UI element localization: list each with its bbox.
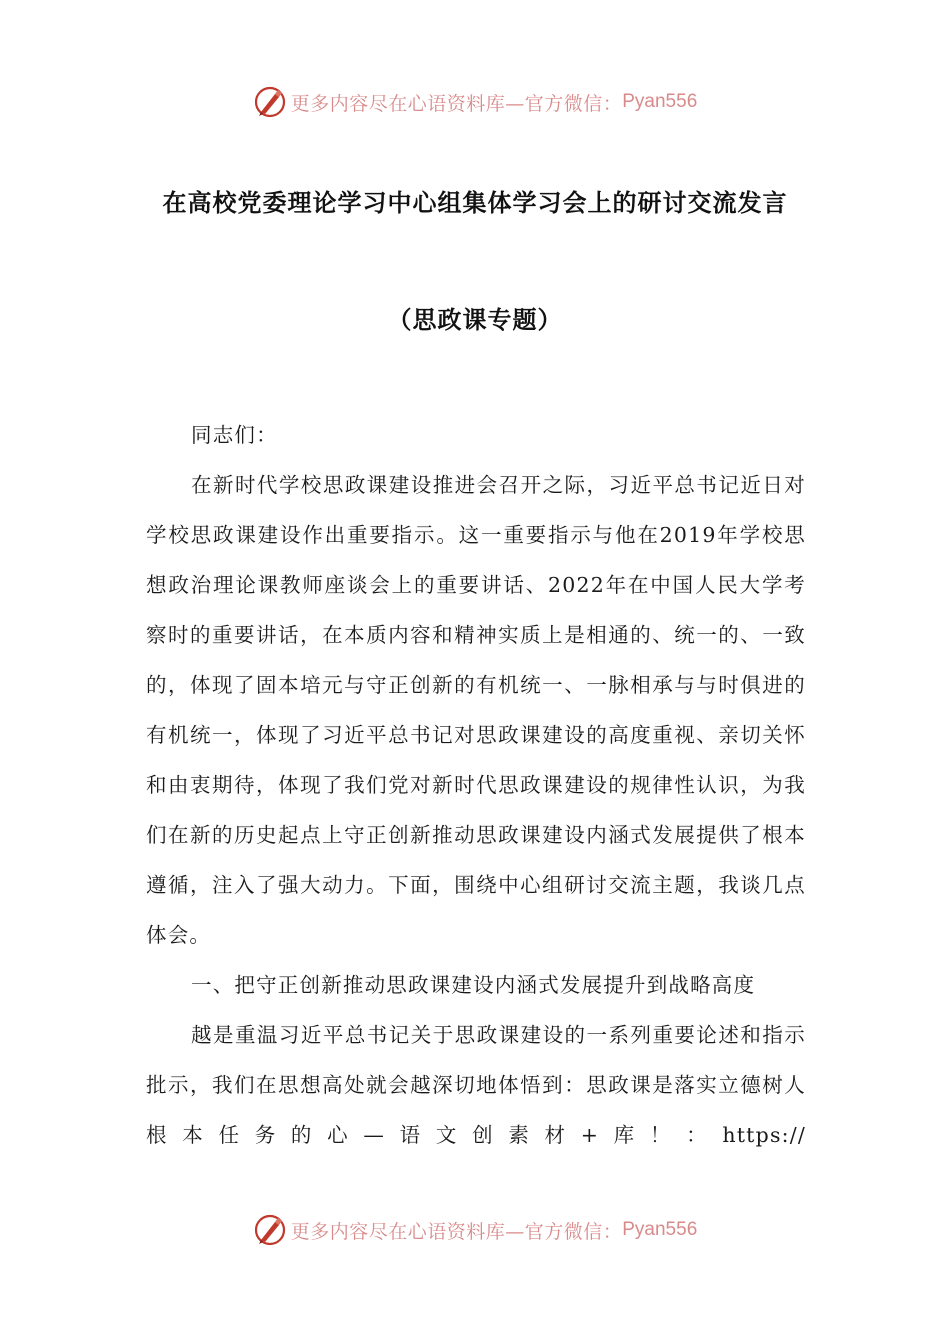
watermark-banner-top (0, 82, 950, 122)
pen-logo-icon (253, 85, 287, 119)
salutation-text: 同志们： (191, 423, 278, 447)
watermark-wechat-id: Pyan556 (622, 1219, 698, 1240)
watermark-text: 更多内容尽在心语资料库—官方微信： (290, 92, 623, 115)
watermark-banner-bottom (0, 1210, 950, 1250)
pen-logo-icon (253, 1213, 287, 1247)
document-body (146, 460, 806, 1160)
salutation (146, 410, 806, 460)
watermark-wechat-id: Pyan556 (622, 91, 698, 112)
section-heading-1: 一、把守正创新推动思政课建设内涵式发展提升到战略高度 (191, 973, 756, 997)
watermark-text: 更多内容尽在心语资料库—官方微信： (290, 1220, 623, 1243)
document-subtitle: （思政课专题） (387, 305, 563, 334)
body-paragraph-2: 越是重温习近平总书记关于思政课建设的一系列重要论述和指示批示，我们在思想高处就会越深切地体悟到：思政课是落实立德树人根本任务的心—语文创素材+库！：https:// (146, 1023, 806, 1147)
body-paragraph-1: 在新时代学校思政课建设推进会召开之际，习近平总书记近日对学校思政课建设作出重要指示。这一重要指示与他在2019年学校思想政治理论课教师座谈会上的重要讲话、2022年在中国人民大学考察时的重要讲话，在本质内容和精神实质上是相通的、统一的、一致的，体现了固本培元与守正创新的有机统一、一脉相承与与时俱进的有机统一，体现了习近平总书记对思政课建设的高度重视、亲切关怀和由衷期待，体现了我们党对新时代思政课建设的规律性认识，为我们在新的历史起点上守正创新推动思政课建设内涵式发展提供了根本遵循，注入了强大动力。下面，围绕中心组研讨交流主题，我谈几点体会。 (146, 473, 806, 947)
document-title: 在高校党委理论学习中心组集体学习会上的研讨交流发言 (162, 188, 788, 217)
